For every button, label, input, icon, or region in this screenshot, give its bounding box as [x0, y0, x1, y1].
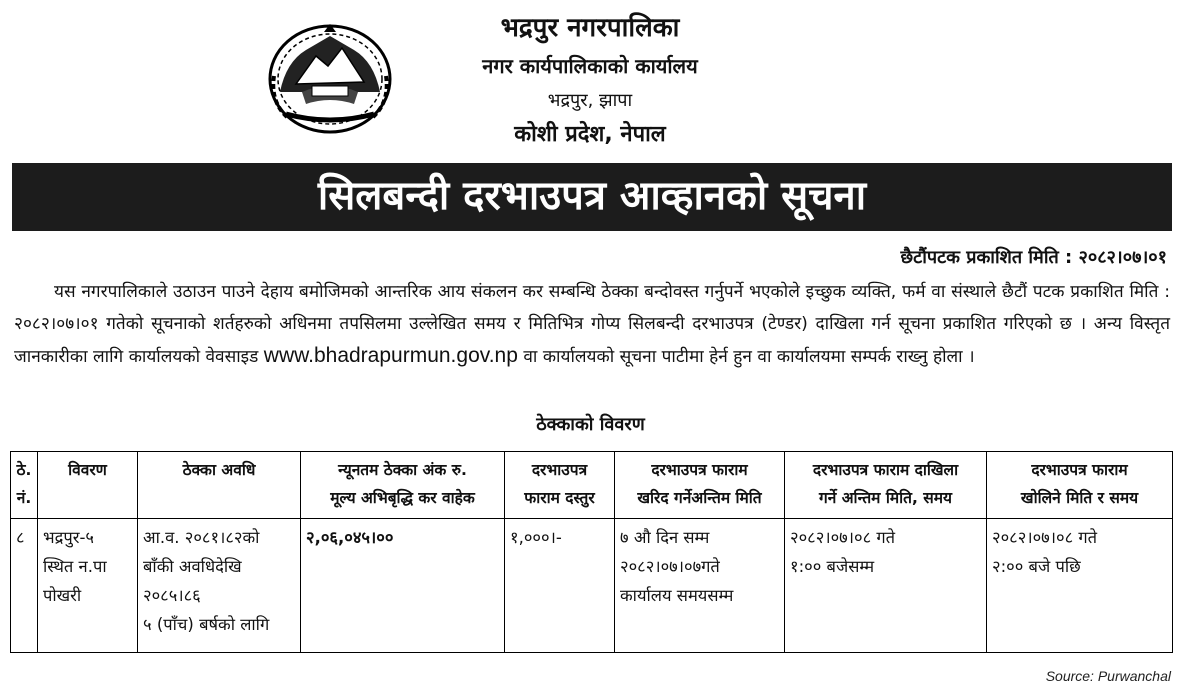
- website-link[interactable]: www.bhadrapurmun.gov.np: [263, 344, 518, 367]
- table-row: [11, 519, 1173, 653]
- publication-date: छैटौंपटक प्रकाशित मिति : २०८२।०७।०१: [900, 247, 1167, 268]
- body-text-main: यस नगरपालिकाले उठाउन पाउने देहाय बमोजिमको आन्तरिक आय संकलन कर सम्बन्धि ठेक्का बन्दोवस्त गर्नुपर्ने भएकोले इच्छुक व्यक्ति, फर्म वा संस्थाले छैटौं पटक प्रकाशित मिति : २०८२।०७।०१ गतेको सूचनाको शर्तहरुको अधिनमा तपसिलमा उल्लेखित समय र मितिभित्र गोप्य सिलबन्दी दरभाउपत्र (टेण्डर) दाखिला गर्न सूचना प्रकाशित गरिएको छ । अन्य विस्तृत जानकारीका लागि कार्यालयको वेवसाइड: [14, 282, 1170, 367]
- table-header-row: [11, 452, 1173, 519]
- province-name: कोशी प्रदेश, नेपाल: [514, 122, 666, 147]
- table-title: ठेक्काको विवरण: [536, 414, 645, 435]
- header-serial-no: ठे. नं.: [11, 452, 38, 519]
- cell-purchase-deadline: ७ औ दिन सम्म २०८२।०७।०७गते कार्यालय समयसम्म: [615, 519, 785, 653]
- office-name: नगर कार्यपालिकाको कार्यालय: [482, 54, 698, 78]
- cell-minimum-amount: २,०६,०४५।००: [301, 519, 505, 653]
- cell-contract-period: आ.व. २०८१।८२को बाँकी अवधिदेखि २०८५।८६ ५ (पाँच) बर्षको लागि: [138, 519, 301, 653]
- cell-serial-no: ८: [11, 519, 38, 653]
- municipality-name: भद्रपुर नगरपालिका: [500, 13, 680, 43]
- header-opening-date: दरभाउपत्र फाराम खोलिने मिति र समय: [987, 452, 1173, 519]
- header-description: विवरण: [38, 452, 138, 519]
- nepal-emblem-icon: [266, 22, 394, 136]
- header-submission-deadline: दरभाउपत्र फाराम दाखिला गर्ने अन्तिम मिति, समय: [785, 452, 987, 519]
- header-purchase-deadline: दरभाउपत्र फाराम खरिद गर्नेअन्तिम मिति: [615, 452, 785, 519]
- header-minimum-amount: न्यूनतम ठेक्का अंक रु. मूल्य अभिबृद्धि कर वाहेक: [301, 452, 505, 519]
- office-location: भद्रपुर, झापा: [547, 90, 633, 111]
- header-contract-period: ठेक्का अवधि: [138, 452, 301, 519]
- header-form-fee: दरभाउपत्र फाराम दस्तुर: [505, 452, 615, 519]
- tender-table: [10, 451, 1173, 653]
- cell-opening-date: २०८२।०७।०८ गते २:०० बजे पछि: [987, 519, 1173, 653]
- cell-form-fee: १,०००।-: [505, 519, 615, 653]
- cell-submission-deadline: २०८२।०७।०८ गते १:०० बजेसम्म: [785, 519, 987, 653]
- notice-title: सिलबन्दी दरभाउपत्र आव्हानको सूचना: [12, 163, 1172, 231]
- cell-description: भद्रपुर-५ स्थित न.पा पोखरी: [38, 519, 138, 653]
- source-credit: Source: Purwanchal: [1045, 668, 1171, 684]
- body-text-end: वा कार्यालयको सूचना पाटीमा हेर्न हुन वा कार्यालयमा सम्पर्क राख्नु होला ।: [517, 347, 975, 367]
- notice-body: [14, 276, 1170, 373]
